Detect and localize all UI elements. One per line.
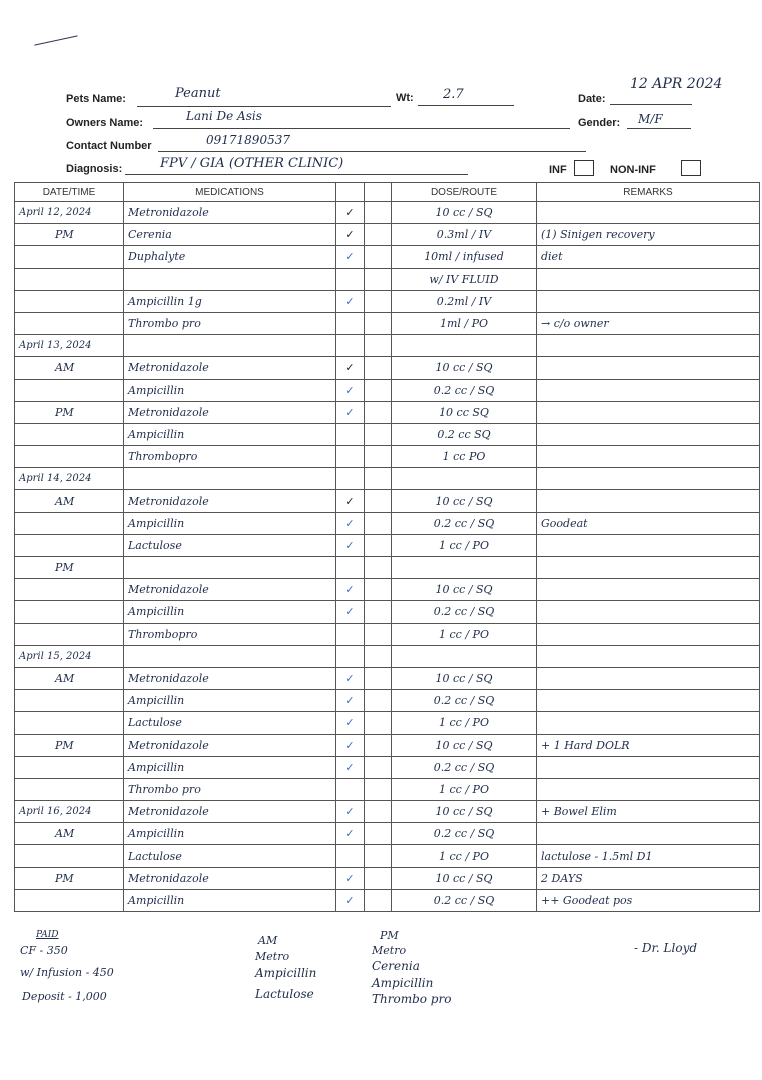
dose-cell: 0.2 cc / SQ: [392, 889, 537, 911]
check-cell: [336, 446, 365, 468]
date-cell: [15, 778, 124, 800]
dose-cell: 10 cc / SQ: [392, 867, 537, 889]
date-cell: [15, 623, 124, 645]
check-cell: [336, 468, 365, 490]
check-cell: [336, 623, 365, 645]
check-cell-2: [365, 490, 392, 512]
check-cell-2: [365, 623, 392, 645]
table-row: [15, 534, 760, 556]
remarks-cell: [537, 601, 760, 623]
date-cell: [15, 512, 124, 534]
check-cell: ✓: [336, 867, 365, 889]
medication-cell: Ampicillin: [124, 756, 336, 778]
medication-cell: Lactulose: [124, 534, 336, 556]
date-cell: [15, 756, 124, 778]
check-cell: [336, 645, 365, 667]
gender-label: Gender:: [578, 117, 621, 129]
medication-cell: Metronidazole: [124, 579, 336, 601]
table-row: [15, 645, 760, 667]
medication-cell: Metronidazole: [124, 801, 336, 823]
remarks-cell: ++ Goodeat pos: [537, 889, 760, 911]
dose-cell: 10 cc / SQ: [392, 202, 537, 224]
check-cell-2: [365, 512, 392, 534]
check-cell-2: [365, 690, 392, 712]
check-cell: [336, 423, 365, 445]
inf-checkbox: [574, 160, 594, 176]
date-cell: PM: [15, 734, 124, 756]
remarks-cell: [537, 712, 760, 734]
check-cell-2: [365, 357, 392, 379]
dose-cell: 1ml / PO: [392, 312, 537, 334]
doctor-signature: - Dr. Lloyd: [634, 941, 698, 955]
remarks-cell: [537, 778, 760, 800]
check-cell-2: [365, 801, 392, 823]
table-row: [15, 490, 760, 512]
date-cell: AM: [15, 823, 124, 845]
dose-cell: 10 cc / SQ: [392, 667, 537, 689]
date-cell: [15, 889, 124, 911]
remarks-cell: [537, 557, 760, 579]
remarks-cell: [537, 623, 760, 645]
date-cell: [15, 579, 124, 601]
wt-value: 2.7: [443, 87, 464, 102]
check-cell: ✓: [336, 823, 365, 845]
date-cell: PM: [15, 867, 124, 889]
medication-cell: [124, 335, 336, 357]
check-cell-2: [365, 379, 392, 401]
date-cell: April 12, 2024: [15, 202, 124, 224]
table-row: [15, 557, 760, 579]
check-cell: ✓: [336, 889, 365, 911]
check-cell-2: [365, 845, 392, 867]
check-cell-2: [365, 756, 392, 778]
medication-cell: Ampicillin: [124, 690, 336, 712]
dose-cell: 10 cc / SQ: [392, 579, 537, 601]
am-plan-item-2: Ampicillin: [255, 966, 317, 980]
dose-cell: [392, 645, 537, 667]
remarks-cell: [537, 534, 760, 556]
contact-label: Contact Number: [66, 140, 152, 152]
remarks-cell: [537, 468, 760, 490]
check-cell-2: [365, 468, 392, 490]
check-cell-2: [365, 778, 392, 800]
dose-cell: 0.3ml / IV: [392, 224, 537, 246]
medication-cell: Metronidazole: [124, 401, 336, 423]
remarks-cell: [537, 357, 760, 379]
check-cell: ✓: [336, 357, 365, 379]
check-cell-2: [365, 401, 392, 423]
date-cell: April 16, 2024: [15, 801, 124, 823]
remarks-cell: lactulose - 1.5ml D1: [537, 845, 760, 867]
medication-cell: Thrombopro: [124, 446, 336, 468]
remarks-cell: [537, 823, 760, 845]
check-cell-2: [365, 534, 392, 556]
dose-cell: 0.2ml / IV: [392, 290, 537, 312]
wt-line: [418, 105, 514, 106]
medication-cell: Metronidazole: [124, 734, 336, 756]
noninf-label: NON-INF: [610, 164, 656, 176]
check-cell-2: [365, 557, 392, 579]
table-row: [15, 601, 760, 623]
table-header-row: [15, 183, 760, 202]
remarks-cell: [537, 579, 760, 601]
check-cell-2: [365, 645, 392, 667]
check-cell: ✓: [336, 690, 365, 712]
date-cell: [15, 845, 124, 867]
medication-cell: Ampicillin: [124, 512, 336, 534]
pets-name-label: Pets Name:: [66, 93, 126, 105]
check-cell-2: [365, 246, 392, 268]
remarks-cell: [537, 335, 760, 357]
medication-cell: [124, 268, 336, 290]
remarks-cell: [537, 756, 760, 778]
check-cell-2: [365, 889, 392, 911]
billing-paid: PAID: [36, 930, 59, 940]
table-row: [15, 512, 760, 534]
table-row: [15, 401, 760, 423]
dose-cell: 10ml / infused: [392, 246, 537, 268]
col-remarks-header: REMARKS: [537, 183, 760, 202]
check-cell-2: [365, 423, 392, 445]
medication-cell: Thrombopro: [124, 623, 336, 645]
dose-cell: 0.2 cc / SQ: [392, 690, 537, 712]
dose-cell: 1 cc / PO: [392, 534, 537, 556]
dose-cell: 1 cc / PO: [392, 712, 537, 734]
check-cell-2: [365, 224, 392, 246]
check-cell: ✓: [336, 601, 365, 623]
dose-cell: [392, 335, 537, 357]
dose-cell: [392, 468, 537, 490]
table-row: [15, 734, 760, 756]
dose-cell: 10 cc / SQ: [392, 734, 537, 756]
check-cell-2: [365, 734, 392, 756]
diagnosis-line: [125, 174, 468, 175]
dose-cell: 1 cc PO: [392, 446, 537, 468]
date-cell: April 14, 2024: [15, 468, 124, 490]
table-row: [15, 778, 760, 800]
date-cell: [15, 712, 124, 734]
dose-cell: 10 cc / SQ: [392, 490, 537, 512]
medication-cell: Lactulose: [124, 845, 336, 867]
date-cell: PM: [15, 401, 124, 423]
check-cell-2: [365, 312, 392, 334]
date-cell: [15, 290, 124, 312]
check-cell: [336, 335, 365, 357]
col-date-header: DATE/TIME: [15, 183, 124, 202]
col-check-1-header: [336, 183, 365, 202]
table-row: [15, 268, 760, 290]
owners-name-value: Lani De Asis: [186, 109, 262, 123]
check-cell: ✓: [336, 224, 365, 246]
remarks-cell: 2 DAYS: [537, 867, 760, 889]
am-plan-title: AM: [258, 934, 278, 947]
owners-name-label: Owners Name:: [66, 117, 144, 129]
medication-cell: [124, 645, 336, 667]
pm-plan-item-4: Thrombo pro: [372, 992, 452, 1006]
remarks-cell: + 1 Hard DOLR: [537, 734, 760, 756]
check-cell-2: [365, 579, 392, 601]
check-cell: ✓: [336, 667, 365, 689]
table-row: [15, 712, 760, 734]
check-cell: ✓: [336, 579, 365, 601]
diagnosis-label: Diagnosis:: [66, 163, 123, 175]
contact-value: 09171890537: [206, 133, 290, 147]
check-cell: ✓: [336, 534, 365, 556]
medication-cell: Ampicillin: [124, 379, 336, 401]
gender-line: [627, 128, 691, 129]
date-label: Date:: [578, 93, 606, 105]
check-cell: ✓: [336, 401, 365, 423]
dose-cell: [392, 557, 537, 579]
check-cell-2: [365, 290, 392, 312]
date-cell: [15, 379, 124, 401]
dose-cell: 0.2 cc SQ: [392, 423, 537, 445]
medication-cell: Metronidazole: [124, 202, 336, 224]
remarks-cell: [537, 202, 760, 224]
remarks-cell: [537, 490, 760, 512]
date-cell: [15, 268, 124, 290]
dose-cell: 1 cc / PO: [392, 623, 537, 645]
check-cell: ✓: [336, 512, 365, 534]
remarks-cell: [537, 446, 760, 468]
check-cell: ✓: [336, 734, 365, 756]
date-cell: AM: [15, 490, 124, 512]
date-cell: [15, 690, 124, 712]
billing-cf: CF - 350: [20, 944, 68, 957]
check-cell: [336, 312, 365, 334]
check-cell-2: [365, 268, 392, 290]
date-line: [610, 104, 692, 105]
check-cell: ✓: [336, 202, 365, 224]
remarks-cell: diet: [537, 246, 760, 268]
check-cell-2: [365, 867, 392, 889]
check-cell-2: [365, 202, 392, 224]
medication-cell: Ampicillin: [124, 601, 336, 623]
date-cell: PM: [15, 224, 124, 246]
remarks-cell: [537, 401, 760, 423]
date-cell: AM: [15, 667, 124, 689]
am-plan-item-1: Metro: [255, 950, 290, 963]
table-row: [15, 446, 760, 468]
owners-name-line: [153, 128, 570, 129]
check-cell: [336, 778, 365, 800]
medication-cell: Ampicillin: [124, 423, 336, 445]
dose-cell: 10 cc SQ: [392, 401, 537, 423]
dose-cell: 10 cc / SQ: [392, 357, 537, 379]
table-row: [15, 246, 760, 268]
remarks-cell: [537, 379, 760, 401]
remarks-cell: [537, 290, 760, 312]
check-cell: [336, 268, 365, 290]
medication-cell: Ampicillin 1g: [124, 290, 336, 312]
table-row: [15, 867, 760, 889]
medication-cell: [124, 468, 336, 490]
date-cell: April 15, 2024: [15, 645, 124, 667]
col-check-2-header: [365, 183, 392, 202]
remarks-cell: (1) Sinigen recovery: [537, 224, 760, 246]
date-value: 12 APR 2024: [630, 76, 723, 92]
check-cell-2: [365, 667, 392, 689]
date-cell: [15, 534, 124, 556]
col-dose-header: DOSE/ROUTE: [392, 183, 537, 202]
medication-cell: Ampicillin: [124, 823, 336, 845]
table-row: [15, 801, 760, 823]
col-medications-header: MEDICATIONS: [124, 183, 336, 202]
dose-cell: 0.2 cc / SQ: [392, 512, 537, 534]
inf-label: INF: [549, 164, 567, 176]
table-row: [15, 468, 760, 490]
treatment-sheet: [14, 182, 760, 912]
pen-mark: [34, 35, 77, 45]
contact-line: [158, 151, 586, 152]
date-cell: April 13, 2024: [15, 335, 124, 357]
noninf-checkbox: [681, 160, 701, 176]
medication-cell: Metronidazole: [124, 490, 336, 512]
check-cell: ✓: [336, 290, 365, 312]
remarks-cell: [537, 667, 760, 689]
pm-plan-item-1: Metro: [372, 944, 407, 957]
remarks-cell: [537, 423, 760, 445]
table-row: [15, 667, 760, 689]
table-row: [15, 357, 760, 379]
dose-cell: 0.2 cc / SQ: [392, 601, 537, 623]
table-row: [15, 312, 760, 334]
remarks-cell: [537, 268, 760, 290]
medication-cell: Ampicillin: [124, 889, 336, 911]
pets-name-value: Peanut: [175, 86, 221, 101]
table-row: [15, 423, 760, 445]
date-cell: [15, 423, 124, 445]
table-row: [15, 379, 760, 401]
date-cell: [15, 246, 124, 268]
check-cell: [336, 845, 365, 867]
remarks-cell: [537, 645, 760, 667]
dose-cell: 1 cc / PO: [392, 778, 537, 800]
gender-value: M/F: [638, 112, 663, 126]
medication-cell: Thrombo pro: [124, 778, 336, 800]
am-plan-item-3: Lactulose: [255, 987, 314, 1001]
check-cell: ✓: [336, 756, 365, 778]
check-cell: ✓: [336, 801, 365, 823]
pm-plan-title: PM: [380, 929, 399, 942]
medication-cell: Lactulose: [124, 712, 336, 734]
check-cell-2: [365, 601, 392, 623]
dose-cell: 0.2 cc / SQ: [392, 379, 537, 401]
check-cell: ✓: [336, 379, 365, 401]
table-row: [15, 756, 760, 778]
check-cell-2: [365, 335, 392, 357]
medication-cell: Metronidazole: [124, 867, 336, 889]
diagnosis-value: FPV / GIA (OTHER CLINIC): [160, 156, 344, 171]
dose-cell: 0.2 cc / SQ: [392, 756, 537, 778]
remarks-cell: → c/o owner: [537, 312, 760, 334]
check-cell: ✓: [336, 712, 365, 734]
pm-plan-item-3: Ampicillin: [372, 976, 434, 990]
dose-cell: 0.2 cc / SQ: [392, 823, 537, 845]
check-cell: ✓: [336, 246, 365, 268]
table-row: [15, 202, 760, 224]
table-row: [15, 335, 760, 357]
medication-cell: Cerenia: [124, 224, 336, 246]
check-cell-2: [365, 446, 392, 468]
date-cell: PM: [15, 557, 124, 579]
date-cell: [15, 446, 124, 468]
check-cell: [336, 557, 365, 579]
billing-deposit: Deposit - 1,000: [22, 990, 107, 1003]
check-cell: ✓: [336, 490, 365, 512]
medication-cell: Duphalyte: [124, 246, 336, 268]
remarks-cell: [537, 690, 760, 712]
billing-infusion: w/ Infusion - 450: [20, 966, 114, 979]
table-row: [15, 823, 760, 845]
medication-cell: Thrombo pro: [124, 312, 336, 334]
table-row: [15, 845, 760, 867]
table-row: [15, 623, 760, 645]
date-cell: [15, 601, 124, 623]
date-cell: [15, 312, 124, 334]
table-row: [15, 579, 760, 601]
table-row: [15, 224, 760, 246]
remarks-cell: Goodeat: [537, 512, 760, 534]
pets-name-line: [137, 106, 391, 107]
pm-plan-item-2: Cerenia: [372, 959, 420, 973]
table-row: [15, 690, 760, 712]
table-row: [15, 889, 760, 911]
dose-cell: w/ IV FLUID: [392, 268, 537, 290]
dose-cell: 1 cc / PO: [392, 845, 537, 867]
wt-label: Wt:: [396, 92, 414, 104]
remarks-cell: + Bowel Elim: [537, 801, 760, 823]
date-cell: AM: [15, 357, 124, 379]
medication-cell: [124, 557, 336, 579]
medication-cell: Metronidazole: [124, 667, 336, 689]
check-cell-2: [365, 712, 392, 734]
medication-cell: Metronidazole: [124, 357, 336, 379]
table-row: [15, 290, 760, 312]
dose-cell: 10 cc / SQ: [392, 801, 537, 823]
check-cell-2: [365, 823, 392, 845]
